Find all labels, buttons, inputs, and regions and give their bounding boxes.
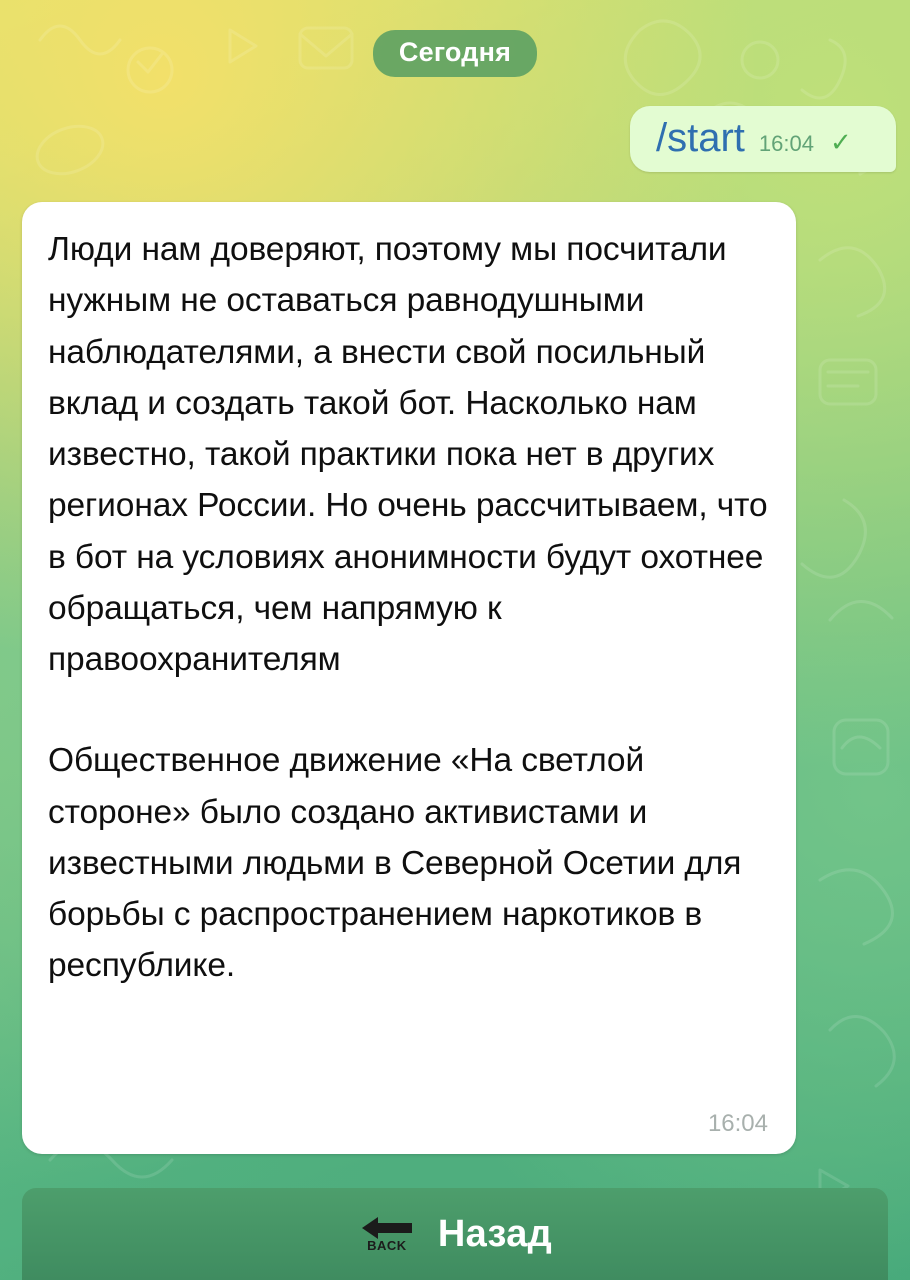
incoming-message-row bbox=[22, 202, 796, 1154]
date-separator-pill: Сегодня bbox=[373, 30, 537, 77]
back-arrow-icon bbox=[358, 1214, 416, 1254]
bot-keyboard-bar bbox=[22, 1188, 888, 1280]
outgoing-message-bubble[interactable] bbox=[630, 106, 896, 172]
incoming-message-time: 16:04 bbox=[707, 1110, 768, 1137]
outgoing-message-text: /start bbox=[656, 116, 745, 160]
paragraph-spacer bbox=[48, 685, 770, 735]
back-arrow-caption: BACK bbox=[367, 1238, 407, 1253]
incoming-paragraph-1: Люди нам доверяют, поэтому мы посчитали нужным не оставаться равнодушными наблюдателями, а внести свой посильный вклад и создать такой бот. Насколько нам известно, такой практики пока нет в других регионах России. Но очень рассчитываем, что в бот на условиях анонимности будут охотнее обращаться, чем напрямую к правоохранителям bbox=[48, 231, 768, 678]
outgoing-message-time: 16:04 bbox=[758, 131, 814, 156]
date-separator-row bbox=[0, 30, 910, 77]
double-check-icon: ✓ bbox=[829, 127, 852, 157]
outgoing-message-row bbox=[630, 106, 896, 172]
incoming-message-bubble[interactable] bbox=[22, 202, 796, 1154]
incoming-paragraph-2: Общественное движение «На светлой стороне» было создано активистами и известными людьми в Северной Осетии для борьбы с распространением наркотиков в республике. bbox=[48, 742, 742, 985]
back-button[interactable]: Назад bbox=[437, 1212, 553, 1255]
